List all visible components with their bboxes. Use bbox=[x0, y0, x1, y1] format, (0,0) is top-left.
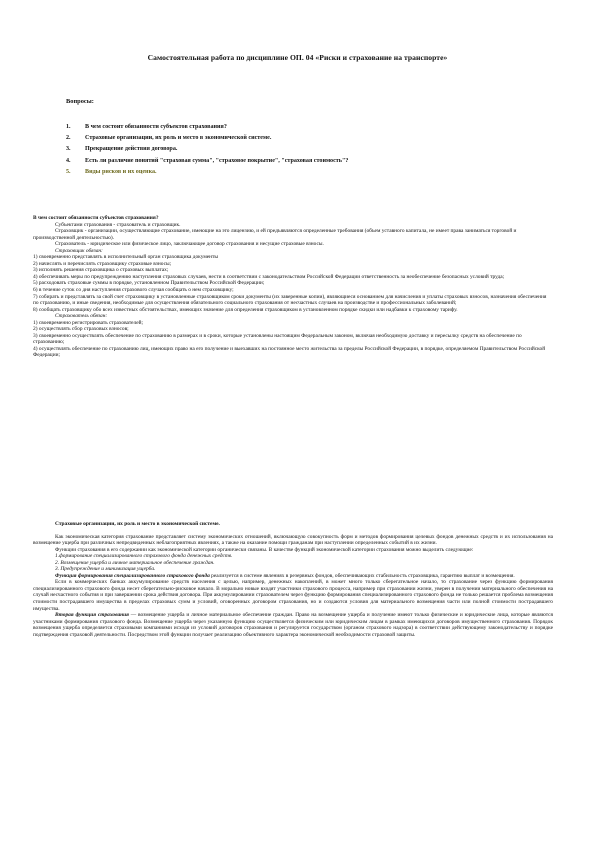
list-number: 5. bbox=[66, 168, 71, 175]
list-item: 3) своевременно осуществлять обеспечение по страхованию в размерах и в сроки, которые установлены настоящим Федеральным законом, включая необходимую доставку и пересылку средств на обеспечение по страхованию; bbox=[33, 332, 522, 346]
section-heading: В чем состоит обязанности субъектов страхования? bbox=[33, 215, 159, 221]
list-item: 1) своевременно регистрировать страхователей; bbox=[33, 319, 144, 326]
paragraph: Как экономическая категория страхование представляет систему экономических отношений, включающую совокупность форм и методов формирования целевых фондов денежных средств и их использования на возмещение ущерба при различных непредвиденных неблагоприятных явлениях, а также на оказание помощи гражданам при наступлении определенных событий в их жизни. bbox=[33, 533, 553, 547]
list-item: 6) в течение суток со дня наступления страхового случая сообщать о нем страховщику; bbox=[33, 287, 234, 294]
paragraph: Если в коммерческих банках аккумулирование средств населения с целью, например, денежных накоплений, в может много только сберегательное начало, то страхование через функцию формирования специализированного страхового фонда несет сберегательно-рисковое начало. В морально новые входят участники страхового процесса, например при страховании жизни, уверен в получении материального обеспечения на случай несчастного события и при завершении срока действия договора. При аккумулировании страхователем через функцию формирования специализированного страхового фонда не только решается проблема возмещения стоимости пострадавшего имущества в пределах страховых сумм и условий, оговоренных договором страхования, но и создаются условия для материального возмещения части или полной стоимости пострадавшего имущества. bbox=[33, 579, 553, 612]
paragraph-rest: реализуется в системе явлениях в резервных фондов, обеспечивающих стабильность страховщика, гарантию выплат и возмещения. bbox=[209, 572, 515, 579]
list-item: 5) расходовать страховые суммы в порядке, установленном Правительством Российской Федерации; bbox=[33, 280, 265, 287]
paragraph: Страхователь - юридическое или физическое лицо, заключающее договор страхования и несущие страховые взносы. bbox=[55, 241, 324, 248]
question-text: Виды рисков и их оценка. bbox=[85, 168, 157, 175]
section-organizations bbox=[33, 521, 553, 638]
paragraph bbox=[33, 612, 553, 638]
list-item: 3) исполнять решения страховщика о страховых выплатах; bbox=[33, 267, 169, 274]
list-item bbox=[66, 156, 546, 167]
function-item: 1.формирование специализированного страхового фонда денежных средств. bbox=[55, 553, 233, 560]
section-heading: Страховые организации, их роль и место в экономической системе. bbox=[55, 521, 220, 527]
paragraph: Функции страхования в его содержании как экономической категории органически связаны. В качестве функций экономической категории страхования можно выделить следующие: bbox=[55, 546, 474, 553]
paragraph: Субъектами страхования - страхователь и страховщик. bbox=[55, 221, 181, 228]
list-item: 2) начислять и перечислять страховщику страховые взносы; bbox=[33, 260, 172, 267]
question-text: В чем состоит обязанности субъектов страхования? bbox=[85, 124, 227, 130]
question-text: Есть ли различие понятий "страховая сумма", "страховое покрытие", "страховая стоимость"? bbox=[85, 157, 349, 164]
subheading-insurer: Страховщик обязан: bbox=[55, 247, 103, 254]
list-item: 2) осуществлять сбор страховых взносов; bbox=[33, 326, 129, 333]
question-text: Прекращение действия договора. bbox=[85, 146, 178, 153]
question-text: Страховые организации, их роль и место в экономической системе. bbox=[85, 135, 272, 142]
emphasis-lead: Функция формирования специализированного страхового фонда bbox=[55, 572, 210, 579]
paragraph: Страховщик - организации, осуществляющие страхование, имеющие на это лицензию, и ей предъявляются определенные требования (объем уставного капитала, не имеет права заниматься торговой и производственной деятельностью). bbox=[33, 228, 517, 241]
list-item: 8) сообщать страховщику обо всех известных обстоятельствах, имеющих значение для определения страховщиком в установленном порядке скидки или надбавки к страховому тарифу. bbox=[33, 306, 458, 313]
function-item: 3. Предупреждение и минимизация ущерба. bbox=[55, 566, 156, 573]
list-item bbox=[66, 133, 546, 144]
list-item: 4) обеспечивать меры по предупреждению наступления страховых случаев, нести в соответствии с законодательством Российской Федерации ответственность за необеспечение безопасных условий труда; bbox=[33, 273, 505, 280]
list-number: 3. bbox=[66, 146, 71, 153]
list-item bbox=[66, 122, 546, 133]
list-item: 4) осуществлять обеспечение по страхованию лиц, имеющих право на его получение и выехавших на постоянное место жительства за пределы Российской Федерации, в порядке, определяемом Правительством Российской Федерации; bbox=[33, 345, 546, 359]
list-item: 7) собирать и представлять за свой счет страховщику в установленные страховщиком сроки документы (их заверенные копии), являющиеся основанием для начисления и уплаты страховых взносов, назначения обеспечения по страхованию, и иные сведения, необходимые для осуществления обязательного социального страхования от несчастных случаев на производстве и профессиональных заболеваний; bbox=[33, 293, 547, 307]
list-number: 2. bbox=[66, 135, 71, 142]
questions-list bbox=[66, 122, 546, 178]
subheading-policyholder: Страхователь обязан: bbox=[55, 313, 108, 320]
document-title: Самостоятельная работа по дисциплине ОП. 04 «Риски и страхование на транспорте» bbox=[147, 53, 448, 62]
function-item: 2. Возмещение ущерба и личное материальное обеспечение граждан. bbox=[55, 559, 215, 566]
list-number: 4. bbox=[66, 157, 71, 164]
paragraph-rest: — возмещение ущерба и личное материальное обеспечение граждан. Право на возмещение ущерба и получение имеют только физические и юридические лица, которые являются участниками формирования страхового фонда. Возмещение ущерба через указанную функцию осуществляется физическим или юридическим лицам в рамках имеющихся договоров имущественного страхования. Порядок возмещения ущерба определяется страховыми компаниями исходя из условий договоров страхования и регулируется государством (органом страхового надзора) в соответствии действующему законодательству и порядке подтверждения страховой деятельности. Посредством этой функции получает реализацию объективного характера экономической необходимости страховой защиты. bbox=[33, 612, 553, 638]
questions-heading: Вопросы: bbox=[66, 98, 94, 105]
emphasis-lead: Вторая функция страхования bbox=[55, 612, 129, 619]
list-number: 1. bbox=[66, 124, 71, 130]
list-item: 1) своевременно представлять в исполнительный орган страховщика документы bbox=[33, 254, 219, 261]
list-item bbox=[66, 144, 546, 155]
section-duties bbox=[33, 215, 553, 359]
list-item-highlighted bbox=[66, 167, 546, 178]
